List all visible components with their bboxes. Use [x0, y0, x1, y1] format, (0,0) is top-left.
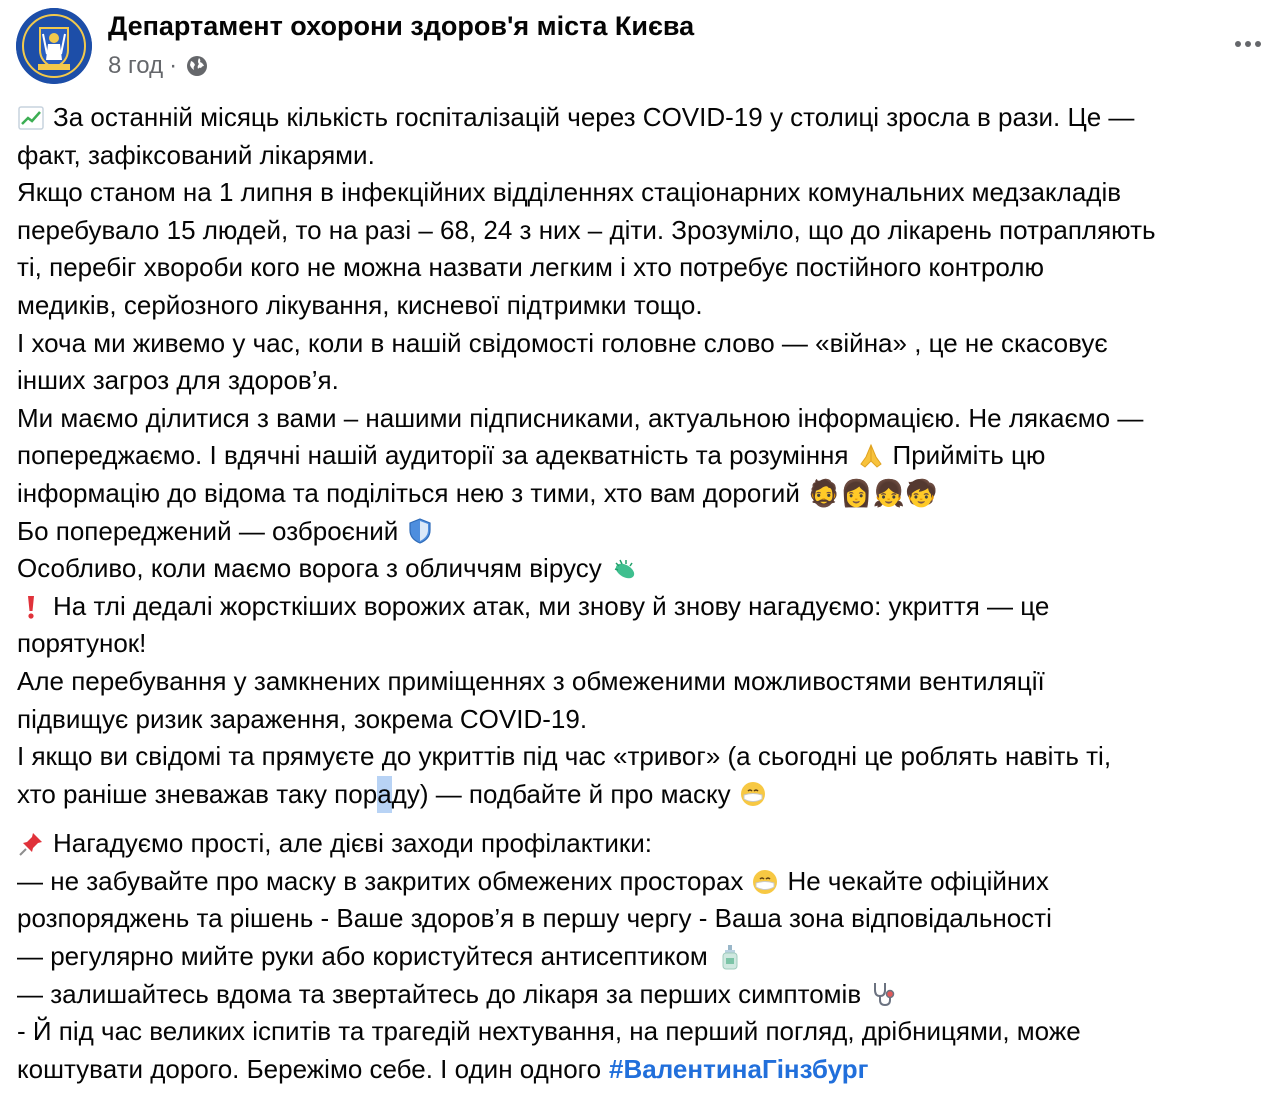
line-text: — залишайтесь вдома та звертайтесь до лікаря за перших симптомів: [17, 978, 862, 1009]
chart-increasing-icon: [17, 104, 45, 132]
line-text: Особливо, коли маємо ворога з обличчям вірусу: [17, 553, 602, 584]
line-text: На тлі дедалі жорсткіших ворожих атак, ми знову й знову нагадуємо: укриття — це: [53, 590, 1050, 621]
more-dot: [1245, 41, 1251, 47]
line-text: Нагадуємо прості, але дієві заходи профілактики:: [53, 828, 652, 859]
line-text: медиків, серйозного лікування, кисневої підтримки тощо.: [17, 289, 703, 320]
post-text: [17, 99, 1280, 1088]
line-text: факт, зафіксований лікарями.: [17, 139, 375, 170]
post-time[interactable]: 8 год: [108, 52, 164, 79]
family-emojis: 🧔👩👧🧒: [807, 477, 938, 508]
face-with-mask-icon: [739, 780, 767, 808]
exclamation-icon: [17, 593, 45, 621]
line-text: ду) — подбайте й про маску: [391, 778, 731, 809]
post-meta: [108, 51, 209, 81]
pushpin-icon: [17, 830, 45, 858]
line-text: інформацію до відома та поділіться нею з тими, хто вам дорогий: [17, 477, 800, 508]
globe-icon[interactable]: [185, 54, 209, 78]
meta-separator: ·: [169, 52, 178, 79]
line-text: Ми маємо ділитися з вами – нашими підписниками, актуальною інформацією. Не лякаємо —: [17, 402, 1144, 433]
folded-hands-icon: [857, 442, 885, 470]
line-text: Не чекайте офіційних: [787, 865, 1049, 896]
hashtag-link[interactable]: #ВалентинаГінзбург: [609, 1053, 869, 1084]
line-text: І якщо ви свідомі та прямуєте до укриттів під час «тривог» (а сьогодні це роблять навіть ті,: [17, 741, 1112, 772]
text-selection: а: [377, 776, 391, 814]
shield-icon: [406, 517, 434, 545]
page-name-link[interactable]: Департамент охорони здоров'я міста Києва: [108, 11, 695, 41]
line-text: - Й під час великих іспитів та трагедій нехтування, на перший погляд, дрібницями, може: [17, 1016, 1081, 1047]
line-text: Якщо станом на 1 липня в інфекційних відділеннях стаціонарних комунальних медзакладів: [17, 177, 1122, 208]
line-text: підвищує ризик зараження, зокрема COVID-19.: [17, 703, 588, 734]
microbe-icon: [610, 555, 638, 583]
more-dot: [1255, 41, 1261, 47]
line-text: попереджаємо. І вдячні нашій аудиторії за адекватність та розуміння: [17, 440, 849, 471]
more-dots-icon: [1235, 41, 1241, 47]
stethoscope-icon: [869, 980, 897, 1008]
line-text: коштувати дорого. Бережімо себе. І один одного: [17, 1053, 602, 1084]
line-text: — регулярно мийте руки або користуйтеся антисептиком: [17, 941, 708, 972]
line-text: Прийміть цю: [892, 440, 1046, 471]
face-with-mask-icon: [751, 868, 779, 896]
line-text: За останній місяць кількість госпіталізацій через COVID-19 у столиці зросла в рази. Це —: [53, 102, 1135, 132]
text-line: [17, 99, 1280, 137]
more-options-button[interactable]: [1224, 26, 1272, 62]
kyiv-coat-of-arms-logo: [16, 8, 92, 84]
lotion-bottle-icon: [716, 943, 744, 971]
line-text: І хоча ми живемо у час, коли в нашій свідомості головне слово — «війна» , це не скасовує: [17, 327, 1108, 358]
page-avatar[interactable]: [16, 8, 92, 84]
line-text: ті, перебіг хвороби кого не можна назвати легким і хто потребує постійного контролю: [17, 252, 1044, 283]
line-text: порятунок!: [17, 628, 147, 659]
line-text: розпоряджень та рішень - Ваше здоров’я в першу чергу - Ваша зона відповідальності: [17, 903, 1052, 934]
line-text: хто раніше зневажав таку пор: [17, 778, 378, 809]
line-text: Бо попереджений — озброєний: [17, 515, 399, 546]
line-text: Але перебування у замкнених приміщеннях з обмеженими можливостями вентиляції: [17, 665, 1045, 696]
post-header: [0, 0, 1280, 92]
line-text: перебувало 15 людей, то на разі – 68, 24 з них – діти. Зрозуміло, що до лікарень потрапляють: [17, 214, 1156, 245]
line-text: інших загроз для здоров’я.: [17, 365, 339, 396]
line-text: — не забувайте про маску в закритих обмежених просторах: [17, 865, 744, 896]
